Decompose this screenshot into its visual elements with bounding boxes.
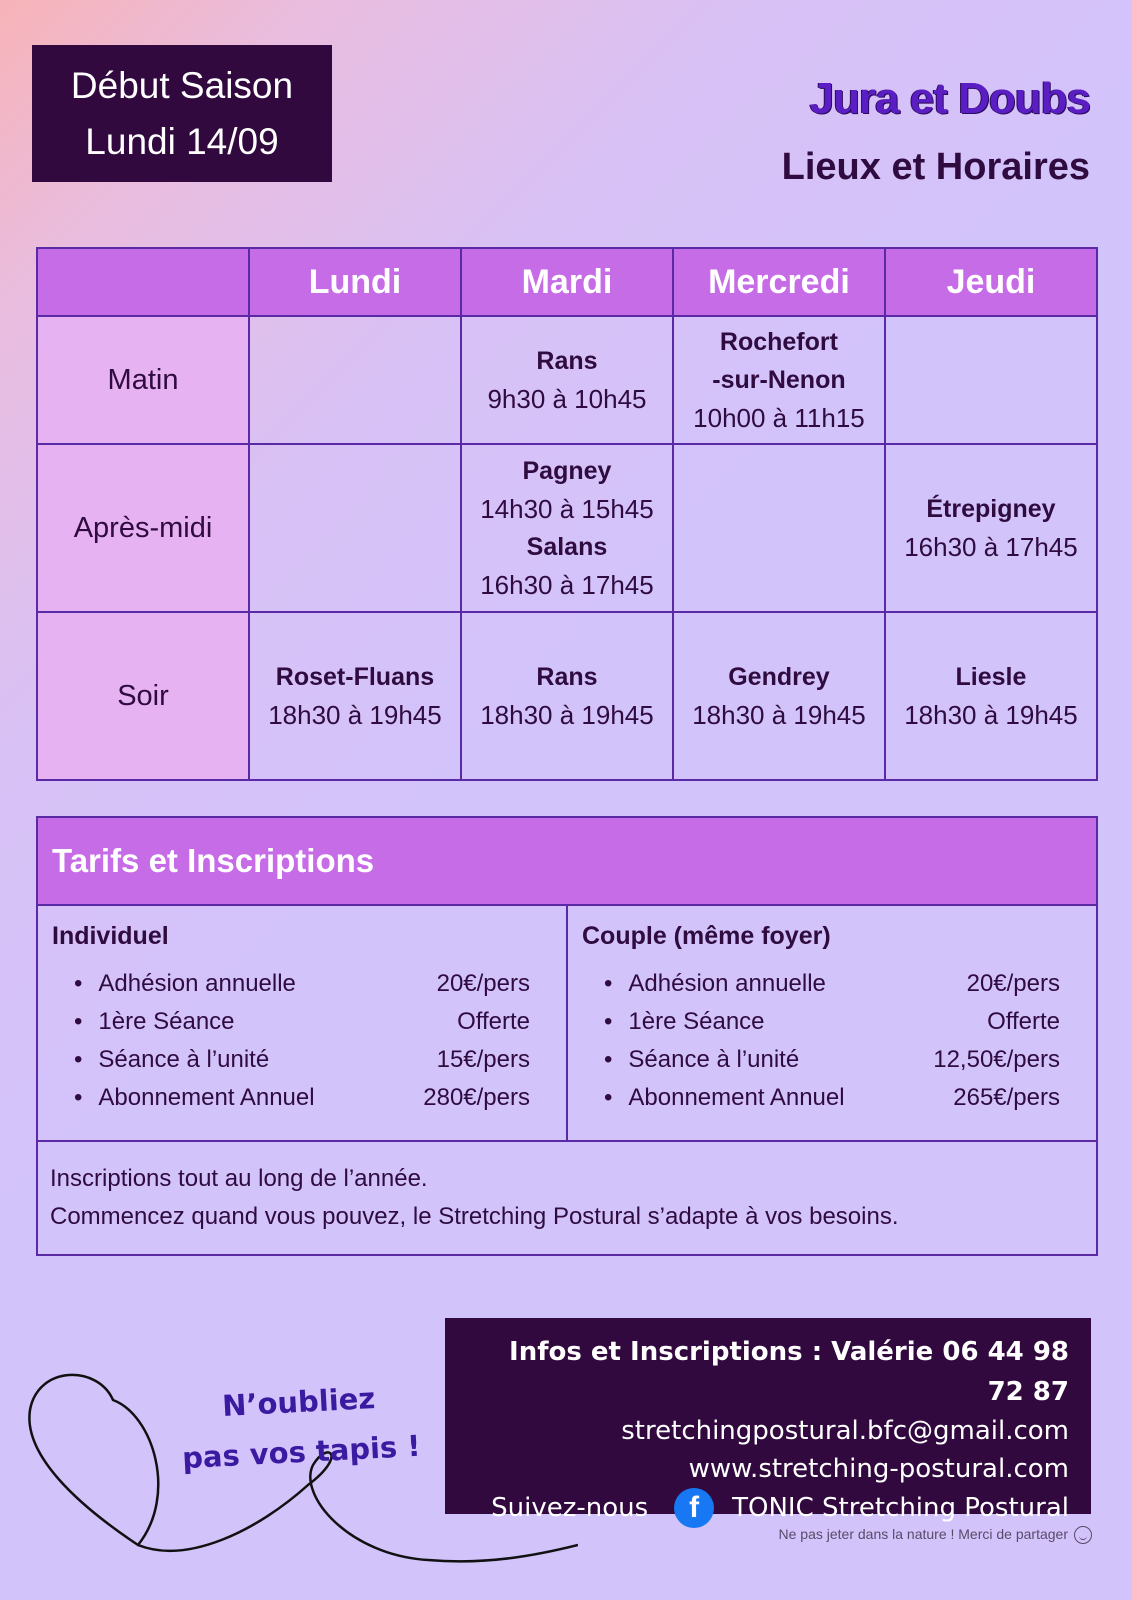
season-start-box xyxy=(32,45,332,182)
price-row xyxy=(52,965,552,1003)
price-row xyxy=(52,1003,552,1041)
day-header: Jeudi xyxy=(885,248,1097,316)
tarifs-note xyxy=(38,1142,1096,1254)
day-header: Mardi xyxy=(461,248,673,316)
tarifs-box xyxy=(36,816,1098,1256)
schedule-cell xyxy=(249,612,461,780)
schedule-cell xyxy=(249,444,461,612)
contact-phone: Infos et Inscriptions : Valérie 06 44 98 72 87 xyxy=(509,1337,1069,1407)
footer-note xyxy=(779,1526,1093,1544)
social-row xyxy=(467,1488,1069,1528)
price-label: • Séance à l’unité xyxy=(74,1041,269,1079)
session-time: 9h30 à 10h45 xyxy=(487,384,647,414)
row-label: Matin xyxy=(37,316,249,444)
schedule-cell xyxy=(885,444,1097,612)
session-time: 14h30 à 15h45 xyxy=(480,494,654,524)
price-row xyxy=(582,1003,1082,1041)
schedule-cell xyxy=(461,316,673,444)
session-time: 16h30 à 17h45 xyxy=(480,570,654,600)
session-time: 18h30 à 19h45 xyxy=(904,700,1078,730)
contact-website: www.stretching-postural.com xyxy=(688,1454,1069,1484)
price-row xyxy=(52,1079,552,1117)
session-place: Rans xyxy=(536,663,598,691)
schedule-row-apres-midi xyxy=(37,444,1097,612)
facebook-page-name: TONIC Stretching Postural xyxy=(732,1493,1069,1523)
price-label: • 1ère Séance xyxy=(74,1003,235,1041)
row-label: Après-midi xyxy=(37,444,249,612)
price-value: 15€/pers xyxy=(436,1046,530,1073)
smiley-icon xyxy=(1074,1526,1092,1544)
price-value: 20€/pers xyxy=(436,970,530,997)
schedule-table xyxy=(36,247,1098,781)
schedule-cell xyxy=(249,316,461,444)
session-place: Liesle xyxy=(955,663,1027,691)
price-value: Offerte xyxy=(987,1008,1060,1035)
schedule-row-matin xyxy=(37,316,1097,444)
session-time: 18h30 à 19h45 xyxy=(692,700,866,730)
tarifs-individuel xyxy=(38,906,566,1140)
day-header: Lundi xyxy=(249,248,461,316)
follow-label: Suivez-nous xyxy=(491,1493,649,1523)
schedule-header-row xyxy=(37,248,1097,316)
price-row xyxy=(52,1041,552,1079)
region-title: Jura et Doubs xyxy=(809,74,1090,123)
season-label: Début Saison xyxy=(70,64,294,106)
schedule-cell xyxy=(885,612,1097,780)
schedule-cell xyxy=(461,612,673,780)
session-place: Salans xyxy=(526,533,608,561)
reminder-text xyxy=(168,1370,433,1483)
schedule-corner xyxy=(37,248,249,316)
schedule-cell xyxy=(461,444,673,612)
row-label: Soir xyxy=(37,612,249,780)
schedule-row-soir xyxy=(37,612,1097,780)
price-label: • Abonnement Annuel xyxy=(74,1079,315,1117)
price-row xyxy=(582,965,1082,1003)
facebook-icon: f xyxy=(674,1488,714,1528)
session-place: Rochefort xyxy=(719,328,838,356)
session-time: 18h30 à 19h45 xyxy=(480,700,654,730)
price-label: • Abonnement Annuel xyxy=(604,1079,845,1117)
price-value: 265€/pers xyxy=(953,1084,1060,1111)
session-place: Rans xyxy=(536,347,598,375)
price-row xyxy=(582,1041,1082,1079)
reminder-line: pas vos tapis ! xyxy=(181,1428,422,1476)
tarifs-columns xyxy=(38,906,1096,1142)
price-value: 12,50€/pers xyxy=(933,1046,1060,1073)
price-label: • Adhésion annuelle xyxy=(74,965,296,1003)
contact-box xyxy=(445,1318,1091,1524)
tarifs-title: Tarifs et Inscriptions xyxy=(38,818,1096,906)
footer-note-text: Ne pas jeter dans la nature ! Merci de partager xyxy=(778,1526,1068,1542)
session-time: 18h30 à 19h45 xyxy=(268,700,442,730)
session-place: Roset-Fluans xyxy=(275,663,435,691)
season-date: Lundi 14/09 xyxy=(85,120,279,162)
price-value: 20€/pers xyxy=(966,970,1060,997)
tarifs-individuel-heading: Individuel xyxy=(52,922,169,950)
session-place: Étrepigney xyxy=(926,495,1056,523)
session-place: Pagney xyxy=(522,457,612,485)
tarifs-couple-heading: Couple (même foyer) xyxy=(582,922,831,950)
price-row xyxy=(582,1079,1082,1117)
price-label: • Séance à l’unité xyxy=(604,1041,799,1079)
session-place: -sur-Nenon xyxy=(712,366,846,394)
session-time: 10h00 à 11h15 xyxy=(693,403,865,433)
reminder-line: N’oubliez xyxy=(221,1381,376,1424)
schedule-cell xyxy=(673,444,885,612)
schedule-cell xyxy=(885,316,1097,444)
schedule-cell xyxy=(673,316,885,444)
price-label: • Adhésion annuelle xyxy=(604,965,826,1003)
note-line: Commencez quand vous pouvez, le Stretching Postural s’adapte à vos besoins. xyxy=(50,1203,899,1230)
price-value: 280€/pers xyxy=(423,1084,530,1111)
contact-email: stretchingpostural.bfc@gmail.com xyxy=(621,1416,1069,1446)
session-place: Gendrey xyxy=(728,663,830,691)
note-line: Inscriptions tout au long de l’année. xyxy=(50,1165,428,1192)
tarifs-couple xyxy=(566,906,1096,1140)
day-header: Mercredi xyxy=(673,248,885,316)
page-subtitle: Lieux et Horaires xyxy=(781,146,1090,188)
schedule-cell xyxy=(673,612,885,780)
session-time: 16h30 à 17h45 xyxy=(904,532,1078,562)
price-label: • 1ère Séance xyxy=(604,1003,765,1041)
price-value: Offerte xyxy=(457,1008,530,1035)
